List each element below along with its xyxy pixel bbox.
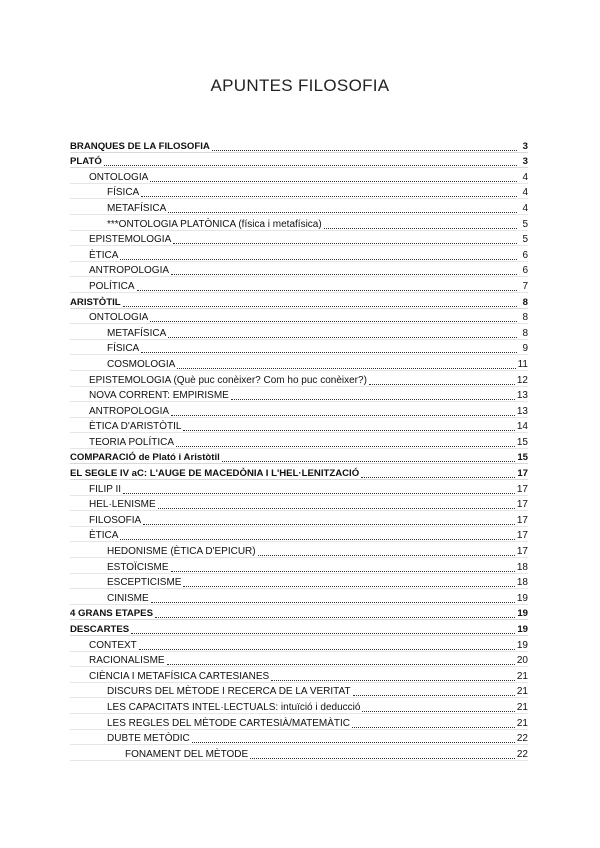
toc-entry-page-number: 6 (518, 250, 528, 262)
toc-entry-page-number: 4 (518, 172, 528, 184)
dot-leader (231, 399, 515, 400)
toc-entry-page-number: 4 (518, 203, 528, 215)
toc-entry[interactable] (70, 231, 528, 247)
toc-entry-page-number: 14 (516, 421, 528, 433)
toc-entry-label: ÈTICA (89, 249, 119, 261)
toc-entry-page-number: 3 (518, 156, 528, 168)
toc-entry[interactable] (70, 574, 528, 590)
toc-entry[interactable] (70, 496, 528, 512)
toc-entry[interactable] (70, 324, 528, 340)
toc-entry-label: 4 GRANS ETAPES (70, 608, 153, 620)
toc-entry-page-number: 22 (516, 748, 528, 760)
toc-entry[interactable] (70, 153, 528, 169)
dot-leader (222, 461, 516, 462)
toc-entry-page-number: 5 (518, 234, 528, 246)
toc-entry[interactable] (70, 433, 528, 449)
toc-entry-label: METAFÍSICA (107, 202, 167, 214)
dot-leader (271, 680, 515, 681)
toc-entry[interactable] (70, 620, 528, 636)
toc-entry-label: LES CAPACITATS INTEL·LECTUALS: intuïció i deducció (107, 701, 361, 713)
toc-entry-page-number: 15 (516, 436, 528, 448)
dot-leader (151, 602, 515, 603)
toc-entry[interactable] (70, 262, 528, 278)
toc-entry-label: BRANQUES DE LA FILOSOFIA (70, 140, 210, 152)
toc-entry-label: ***ONTOLOGIA PLATÒNICA (física i metafísica) (107, 218, 322, 230)
toc-entry[interactable] (70, 542, 528, 558)
dot-leader (137, 290, 517, 291)
toc-entry-page-number: 11 (517, 358, 528, 370)
toc-entry-page-number: 21 (516, 670, 528, 682)
toc-entry-page-number: 9 (518, 343, 528, 355)
toc-entry[interactable] (70, 636, 528, 652)
toc-entry-label: FILIP II (89, 483, 122, 495)
toc-entry-label: DESCARTES (70, 624, 130, 635)
dot-leader (369, 384, 515, 385)
toc-entry-label: ESCEPTICISME (107, 577, 182, 589)
toc-entry-page-number: 21 (516, 717, 528, 729)
toc-entry-label: FÍSICA (107, 343, 140, 355)
dot-leader (120, 539, 514, 540)
toc-entry-label: ONTOLOGIA (89, 171, 149, 183)
toc-entry-page-number: 19 (517, 608, 528, 620)
toc-entry-label: METAFÍSICA (107, 327, 167, 339)
toc-entry[interactable] (70, 589, 528, 605)
toc-entry-label: CONTEXT (89, 639, 137, 651)
dot-leader (167, 664, 515, 665)
dot-leader (131, 633, 515, 634)
toc-entry-page-number: 8 (518, 312, 528, 324)
dot-leader (173, 243, 517, 244)
toc-entry-label: FÍSICA (107, 187, 140, 199)
toc-entry[interactable] (70, 683, 528, 699)
toc-entry-page-number: 13 (516, 405, 528, 417)
toc-entry[interactable] (70, 698, 528, 714)
dot-leader (250, 758, 515, 759)
toc-entry-page-number: 7 (518, 281, 528, 293)
toc-entry-page-number: 21 (516, 701, 528, 713)
toc-entry-page-number: 17 (516, 546, 528, 558)
toc-entry[interactable] (70, 730, 528, 746)
table-of-contents (70, 137, 528, 761)
dot-leader (171, 415, 515, 416)
toc-entry-label: CINISME (107, 592, 149, 604)
toc-entry-page-number: 13 (516, 390, 528, 402)
dot-leader (139, 649, 515, 650)
toc-entry-label: COSMOLOGIA (107, 358, 176, 370)
toc-entry-page-number: 19 (516, 639, 528, 651)
dot-leader (361, 477, 515, 478)
toc-entry[interactable] (70, 558, 528, 574)
toc-entry-page-number: 20 (516, 655, 528, 667)
dot-leader (158, 508, 515, 509)
dot-leader (177, 368, 515, 369)
toc-entry-label: FONAMENT DEL MÈTODE (125, 748, 249, 760)
toc-entry-page-number: 8 (518, 297, 528, 309)
dot-leader (171, 274, 517, 275)
toc-entry[interactable] (70, 137, 528, 153)
toc-entry-label: RACIONALISME (89, 655, 165, 667)
toc-entry-page-number: 17 (516, 530, 528, 542)
toc-entry-label: HEDONISME (ÈTICA D'EPICUR) (107, 546, 256, 558)
dot-leader (123, 493, 515, 494)
toc-entry-page-number: 15 (517, 452, 528, 464)
toc-entry-label: EPISTEMOLOGIA (89, 234, 172, 246)
toc-entry-label: FILOSOFIA (89, 514, 142, 526)
toc-entry[interactable] (70, 527, 528, 543)
toc-entry-page-number: 17 (516, 499, 528, 511)
toc-entry[interactable] (70, 605, 528, 621)
toc-entry[interactable] (70, 309, 528, 325)
toc-entry-label: CIÈNCIA I METAFÍSICA CARTESIANES (89, 670, 270, 682)
dot-leader (150, 181, 517, 182)
toc-entry[interactable] (70, 418, 528, 434)
toc-entry[interactable] (70, 168, 528, 184)
dot-leader (168, 212, 517, 213)
toc-entry-page-number: 4 (518, 187, 528, 199)
toc-entry-label: ESTOÏCISME (107, 561, 169, 573)
toc-entry-page-number: 8 (518, 328, 528, 340)
toc-entry[interactable] (70, 402, 528, 418)
dot-leader (212, 150, 517, 151)
toc-entry-label: ÈTICA D'ARISTÒTIL (89, 421, 182, 433)
toc-entry-label: EL SEGLE IV aC: L'AUGE DE MACEDÒNIA I L'HEL·LENITZACIÓ (70, 468, 360, 480)
toc-entry[interactable] (70, 387, 528, 403)
dot-leader (324, 228, 517, 229)
toc-entry-label: TEORIA POLÍTICA (89, 436, 175, 448)
document-title: APUNTES FILOSOFIA (210, 76, 390, 95)
dot-leader (141, 352, 517, 353)
toc-entry[interactable] (70, 449, 528, 465)
dot-leader (120, 259, 517, 260)
dot-leader (141, 196, 517, 197)
dot-leader (183, 430, 514, 431)
dot-leader (171, 571, 515, 572)
toc-entry[interactable] (70, 464, 528, 480)
dot-leader (143, 524, 515, 525)
toc-entry-page-number: 21 (516, 686, 528, 698)
toc-entry[interactable] (70, 355, 528, 371)
toc-entry[interactable] (70, 371, 528, 387)
dot-leader (123, 306, 517, 307)
toc-entry[interactable] (70, 480, 528, 496)
toc-entry-label: ANTROPOLOGIA (89, 265, 170, 277)
dot-leader (150, 321, 517, 322)
toc-entry-page-number: 19 (517, 624, 528, 635)
dot-leader (258, 555, 515, 556)
toc-entry[interactable] (70, 667, 528, 683)
toc-entry-page-number: 22 (516, 733, 528, 745)
toc-entry-label: POLÍTICA (89, 280, 135, 292)
toc-entry[interactable] (70, 340, 528, 356)
toc-entry-label: DUBTE METÒDIC (107, 733, 190, 745)
toc-entry[interactable] (70, 745, 528, 761)
dot-leader (176, 446, 515, 447)
toc-entry-label: COMPARACIÓ de Plató i Aristòtil (70, 452, 220, 464)
dot-leader (168, 337, 517, 338)
dot-leader (353, 695, 515, 696)
dot-leader (183, 586, 514, 587)
dot-leader (155, 617, 515, 618)
toc-entry[interactable] (70, 184, 528, 200)
toc-entry-label: ÈTICA (89, 530, 119, 542)
toc-entry-label: HEL·LENISME (89, 499, 156, 511)
toc-entry[interactable] (70, 199, 528, 215)
toc-entry[interactable] (70, 511, 528, 527)
toc-entry-page-number: 18 (516, 577, 528, 589)
toc-entry[interactable] (70, 277, 528, 293)
toc-entry-page-number: 18 (516, 561, 528, 573)
toc-entry-page-number: 6 (518, 265, 528, 277)
dot-leader (362, 711, 514, 712)
toc-entry-page-number: 5 (518, 219, 528, 231)
toc-entry[interactable] (70, 293, 528, 309)
toc-entry-page-number: 3 (518, 141, 528, 153)
toc-entry-label: LES REGLES DEL MÈTODE CARTESIÀ/MATEMÀTIC (107, 717, 351, 729)
toc-entry[interactable] (70, 246, 528, 262)
dot-leader (104, 165, 517, 166)
toc-entry-page-number: 17 (516, 483, 528, 495)
dot-leader (192, 742, 515, 743)
toc-entry-page-number: 17 (516, 514, 528, 526)
toc-entry[interactable] (70, 652, 528, 668)
toc-entry-page-number: 17 (517, 468, 528, 480)
toc-entry-label: ARISTÒTIL (70, 296, 121, 308)
toc-entry[interactable] (70, 215, 528, 231)
toc-entry-label: ONTOLOGIA (89, 312, 149, 324)
toc-entry-page-number: 12 (516, 374, 528, 386)
toc-entry-label: PLATÓ (70, 156, 102, 168)
toc-entry[interactable] (70, 714, 528, 730)
toc-entry-label: DISCURS DEL MÈTODE I RECERCA DE LA VERITAT (107, 686, 351, 698)
toc-entry-label: NOVA CORRENT: EMPIRISME (89, 390, 229, 402)
toc-entry-label: EPISTEMOLOGIA (Què puc conèixer? Com ho puc conèixer?) (89, 374, 367, 386)
dot-leader (352, 727, 515, 728)
toc-entry-page-number: 19 (516, 592, 528, 604)
toc-entry-label: ANTROPOLOGIA (89, 405, 170, 417)
